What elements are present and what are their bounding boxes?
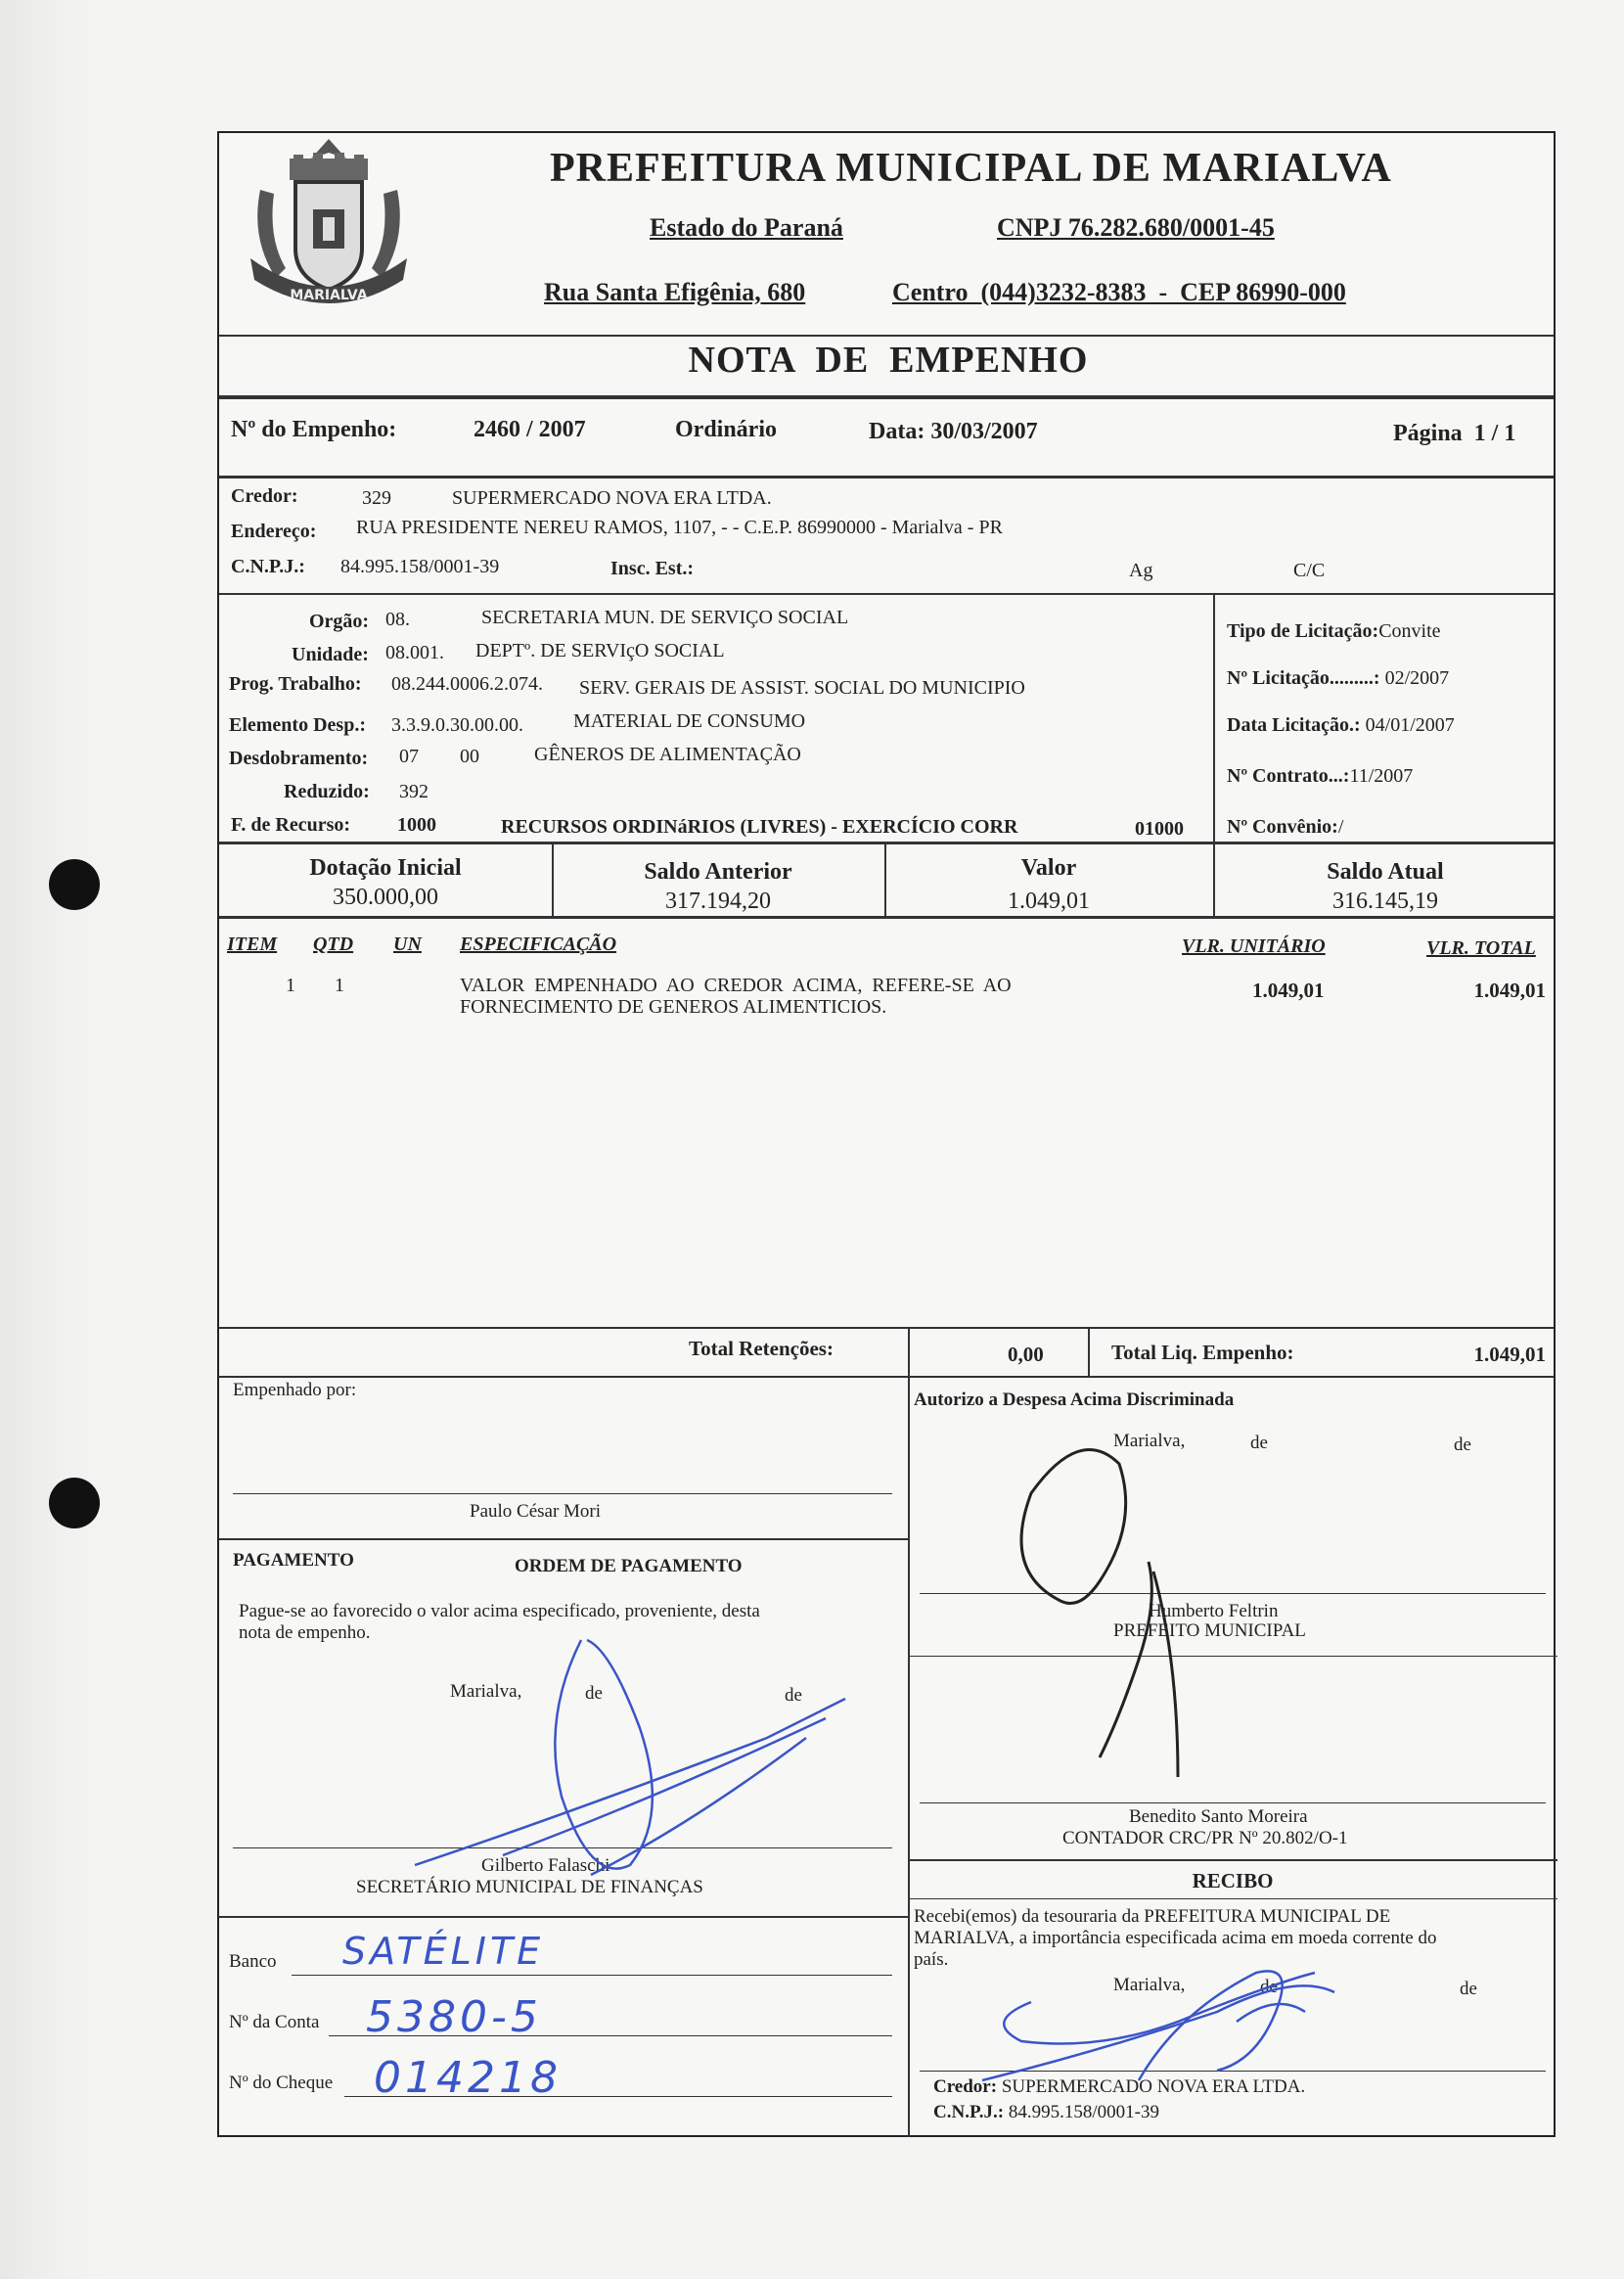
prog-code: 08.244.0006.2.074. — [391, 673, 543, 695]
desd-a: 07 — [399, 746, 419, 767]
orgao-code: 08. — [385, 609, 410, 630]
prog-label: Prog. Trabalho: — [229, 673, 362, 695]
dotacao-inicial-label: Dotação Inicial — [309, 855, 462, 881]
recibo-title: RECIBO — [1192, 1869, 1274, 1892]
saldo-anterior-value: 317.194,20 — [665, 889, 771, 914]
row-unit-value: 1.049,01 — [1252, 979, 1325, 1002]
scan-edge — [0, 0, 117, 2279]
saldo-atual-label: Saldo Atual — [1327, 859, 1444, 885]
coat-of-arms-logo — [231, 131, 427, 327]
licitacao-num: Nº Licitação.........: 02/2007 — [1227, 667, 1450, 689]
licitacao-contrato: Nº Contrato...:11/2007 — [1227, 765, 1414, 787]
conta-label: Nº da Conta — [229, 2012, 320, 2032]
secretario-role: SECRETÁRIO MUNICIPAL DE FINANÇAS — [356, 1877, 703, 1897]
autorizo-de1: de — [1250, 1433, 1268, 1453]
prefeito-name: Humberto Feltrin — [1149, 1601, 1279, 1621]
elemento-label: Elemento Desp.: — [229, 714, 366, 736]
empenho-type: Ordinário — [675, 417, 778, 442]
credor-code: 329 — [362, 487, 391, 509]
autorizo-city: Marialva, — [1113, 1431, 1186, 1451]
ag-label: Ag — [1129, 560, 1153, 581]
col-un: UN — [393, 934, 422, 955]
punch-hole — [49, 859, 100, 910]
banco-label: Banco — [229, 1951, 277, 1972]
orgao-name: SECRETARIA MUN. DE SERVIÇO SOCIAL — [481, 607, 849, 628]
insc-label: Insc. Est.: — [610, 558, 695, 579]
unidade-label: Unidade: — [292, 644, 369, 665]
total-retencoes-label: Total Retenções: — [689, 1337, 834, 1360]
recibo-credor: Credor: SUPERMERCADO NOVA ERA LTDA. — [933, 2076, 1306, 2097]
recurso-code: 1000 — [397, 814, 436, 836]
recurso-num: 01000 — [1135, 818, 1184, 840]
prog-name: SERV. GERAIS DE ASSIST. SOCIAL DO MUNICIPIO — [579, 677, 1025, 699]
table-row — [219, 975, 1557, 1053]
col-especificacao: ESPECIFICAÇÃO — [460, 934, 617, 955]
desdobramento-label: Desdobramento: — [229, 748, 369, 769]
banco-value: SATÉLITE — [342, 1930, 545, 1973]
orgao-label: Orgão: — [309, 611, 370, 632]
col-item: ITEM — [227, 934, 278, 955]
licitacao-convenio: Nº Convênio:/ — [1227, 816, 1344, 838]
page-number: Página 1 / 1 — [1393, 421, 1516, 446]
valor-label: Valor — [1020, 855, 1077, 881]
elemento-name: MATERIAL DE CONSUMO — [573, 710, 806, 732]
autorizo-de2: de — [1454, 1435, 1471, 1455]
row-qtd: 1 — [335, 975, 344, 996]
pagamento-de1: de — [585, 1683, 603, 1704]
col-qtd: QTD — [313, 934, 354, 955]
cheque-value: 014218 — [374, 2053, 562, 2103]
cnpj-text: CNPJ 76.282.680/0001-45 — [997, 213, 1275, 242]
recibo-city: Marialva, — [1113, 1975, 1186, 1995]
unidade-code: 08.001. — [385, 642, 444, 663]
row-total-value: 1.049,01 — [1473, 979, 1546, 1002]
dotacao-inicial-value: 350.000,00 — [333, 885, 438, 910]
desd-b: 00 — [460, 746, 479, 767]
doc-title: NOTA DE EMPENHO — [688, 340, 1089, 381]
secretario-signature — [415, 1640, 845, 1875]
recibo-cnpj: C.N.P.J.: 84.995.158/0001-39 — [933, 2102, 1159, 2122]
empenho-number: 2460 / 2007 — [474, 417, 586, 442]
recibo-de2: de — [1460, 1979, 1477, 1999]
row-spec-line1: VALOR EMPENHADO AO CREDOR ACIMA, REFERE-SE AO — [460, 975, 1012, 996]
autorizo-label: Autorizo a Despesa Acima Discriminada — [914, 1390, 1235, 1410]
total-liq-label: Total Liq. Empenho: — [1111, 1341, 1294, 1364]
ordem-pagamento-label: ORDEM DE PAGAMENTO — [515, 1556, 743, 1576]
unidade-name: DEPTº. DE SERVIçO SOCIAL — [475, 640, 725, 661]
contador-name: Benedito Santo Moreira — [1129, 1806, 1308, 1827]
col-vlr-total: VLR. TOTAL — [1426, 937, 1536, 959]
valor-value: 1.049,01 — [1008, 889, 1090, 914]
elemento-code: 3.3.9.0.30.00.00. — [391, 714, 523, 736]
nota-de-empenho-form — [217, 131, 1556, 2137]
desd-name: GÊNEROS DE ALIMENTAÇÃO — [534, 744, 801, 765]
empenhado-name: Paulo César Mori — [470, 1501, 602, 1522]
total-retencoes-value: 0,00 — [1008, 1343, 1044, 1366]
total-liq-value: 1.049,01 — [1473, 1343, 1546, 1366]
credor-address: RUA PRESIDENTE NEREU RAMOS, 1107, - - C.E.P. 86990000 - Marialva - PR — [356, 517, 1003, 538]
secretario-name: Gilberto Falaschi — [481, 1855, 610, 1876]
col-vlr-unitario: VLR. UNITÁRIO — [1182, 935, 1326, 957]
pagamento-label: PAGAMENTO — [233, 1550, 354, 1571]
recibo-text-line1: Recebi(emos) da tesouraria da PREFEITURA MUNICIPAL DE — [914, 1906, 1391, 1927]
licitacao-tipo: Tipo de Licitação:Convite — [1227, 620, 1441, 642]
credor-label: Credor: — [231, 485, 298, 507]
saldo-atual-value: 316.145,19 — [1332, 889, 1438, 914]
conta-value: 5380-5 — [366, 1992, 542, 2042]
punch-hole — [49, 1478, 100, 1528]
cnpj-label: C.N.P.J.: — [231, 556, 305, 577]
pagamento-city: Marialva, — [450, 1681, 522, 1702]
licitacao-data: Data Licitação.: 04/01/2007 — [1227, 714, 1455, 736]
logo-text: MARIALVA — [290, 288, 368, 303]
endereco-label: Endereço: — [231, 521, 317, 542]
contador-role: CONTADOR CRC/PR Nº 20.802/O-1 — [1062, 1828, 1348, 1848]
address-text: Rua Santa Efigênia, 680 — [544, 278, 806, 306]
recurso-name: RECURSOS ORDINáRIOS (LIVRES) - EXERCÍCIO CORR — [501, 816, 1018, 838]
recibo-de1: de — [1260, 1977, 1278, 1997]
recurso-label: F. de Recurso: — [231, 814, 351, 836]
credor-cnpj: 84.995.158/0001-39 — [340, 556, 500, 577]
row-item: 1 — [286, 975, 295, 996]
state-text: Estado do Paraná — [650, 213, 843, 242]
pagamento-text-line1: Pague-se ao favorecido o valor acima especificado, proveniente, desta — [239, 1601, 760, 1621]
reduzido-value: 392 — [399, 781, 429, 802]
page-title: PREFEITURA MUNICIPAL DE MARIALVA — [550, 146, 1392, 191]
row-spec-line2: FORNECIMENTO DE GENEROS ALIMENTICIOS. — [460, 996, 887, 1018]
cheque-label: Nº do Cheque — [229, 2073, 334, 2093]
reduzido-label: Reduzido: — [284, 781, 370, 802]
credor-name: SUPERMERCADO NOVA ERA LTDA. — [452, 487, 772, 509]
recibo-text-line2: MARIALVA, a importância especificada acima em moeda corrente do — [914, 1928, 1437, 1948]
pagamento-text-line2: nota de empenho. — [239, 1622, 371, 1643]
address2-text: Centro (044)3232-8383 - CEP 86990-000 — [892, 278, 1346, 306]
empenho-label: Nº do Empenho: — [231, 417, 397, 442]
saldo-anterior-label: Saldo Anterior — [644, 859, 792, 885]
recibo-text-line3: país. — [914, 1949, 949, 1970]
cc-label: C/C — [1293, 560, 1326, 581]
empenhado-label: Empenhado por: — [233, 1380, 357, 1400]
pagamento-de2: de — [785, 1685, 802, 1706]
empenho-date: Data: 30/03/2007 — [869, 419, 1038, 444]
prefeito-role: PREFEITO MUNICIPAL — [1113, 1620, 1306, 1641]
